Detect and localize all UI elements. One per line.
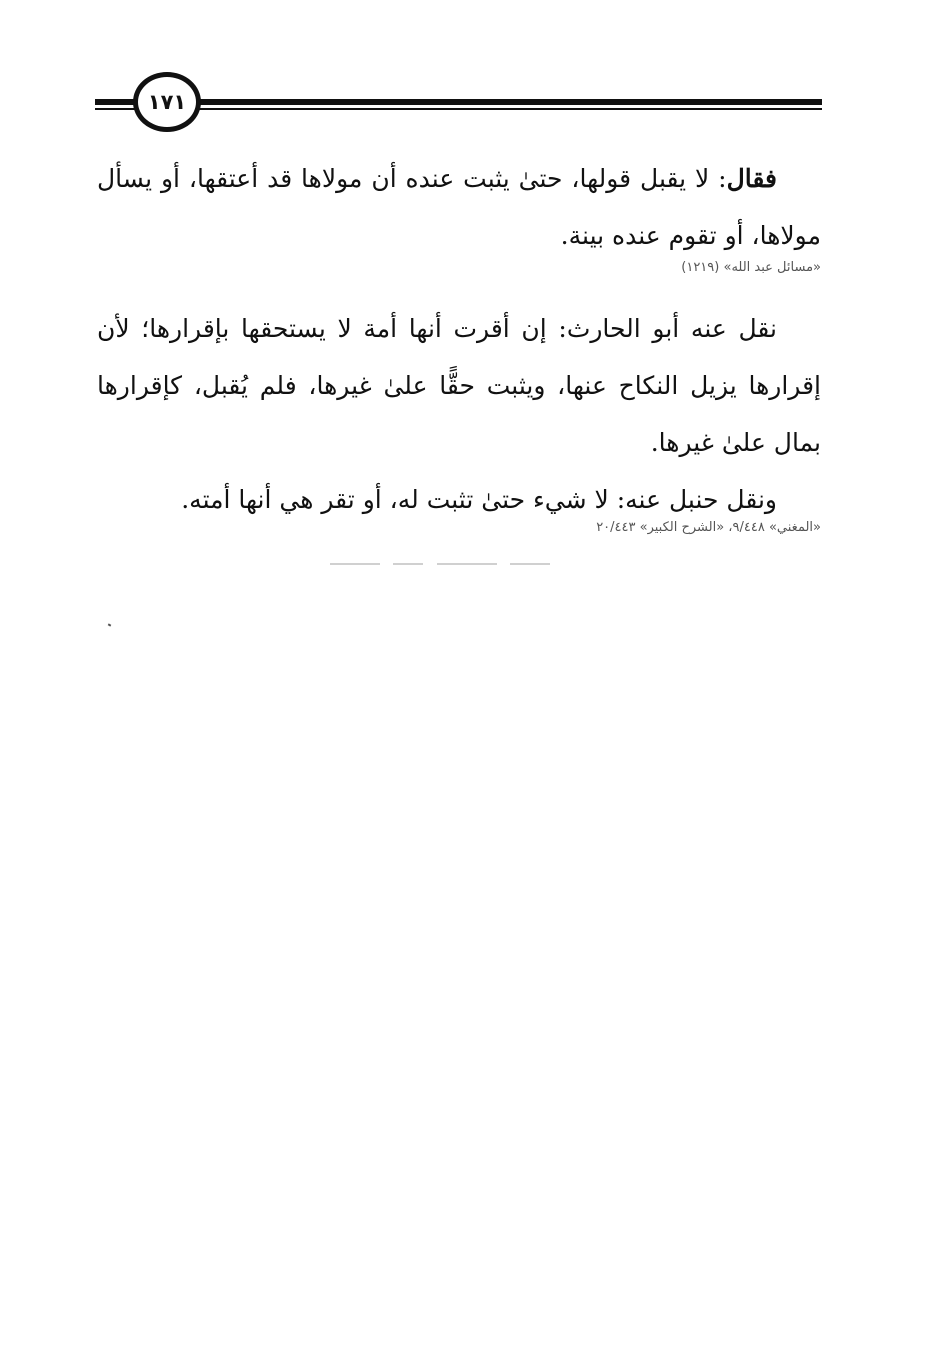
header-rule-thin — [95, 108, 822, 110]
source-citation-1: «مسائل عبد الله» (١٢١٩) — [681, 260, 821, 275]
scan-speck — [108, 623, 112, 626]
page-header — [95, 70, 822, 140]
header-rule-thick — [95, 99, 822, 105]
paragraph-2: نقل عنه أبو الحارث: إن أقرت أنها أمة لا يستحقها بإقرارها؛ لأن إقرارها يزيل النكاح عنها، ويثبت حقًّا علىٰ غيرها، فلم يُقبل، كإقرارها بمال علىٰ غيرها. — [97, 314, 821, 457]
page-number: ١٧١ — [147, 90, 187, 114]
page-number-badge — [133, 72, 201, 132]
paragraph-1-lead: فقال — [726, 164, 777, 193]
paragraph-1-text: : لا يقبل قولها، حتىٰ يثبت عنده أن مولاها قد أعتقها، أو يسأل مولاها، أو تقوم عنده بينة. — [97, 164, 821, 250]
source-citation-2: «المغني» ٩/٤٤٨، «الشرح الكبير» ٢٠/٤٤٣ — [596, 520, 821, 535]
paragraph-3: ونقل حنبل عنه: لا شيء حتىٰ تثبت له، أو تقر هي أنها أمته. — [181, 485, 777, 514]
faint-scan-marks — [330, 558, 550, 570]
paragraph-1 — [97, 150, 821, 264]
page-body — [97, 150, 821, 548]
